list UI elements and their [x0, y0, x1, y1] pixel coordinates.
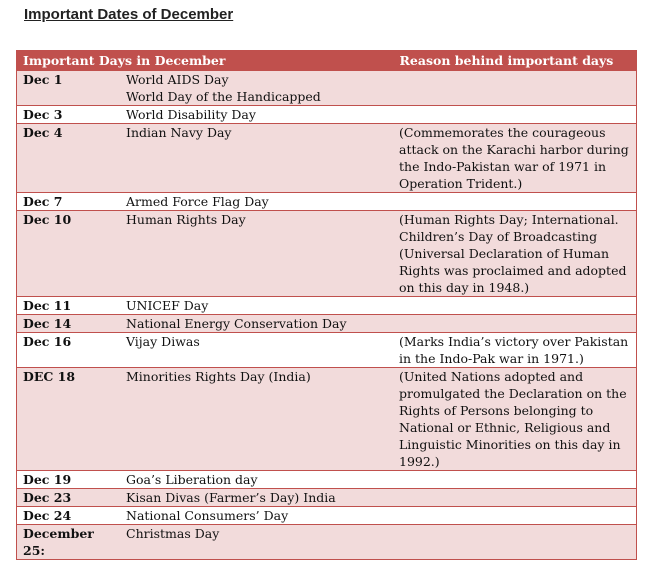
reason-line: promulgated the Declaration on the	[399, 386, 627, 401]
day-name-line: National Energy Conservation Day	[126, 316, 347, 331]
table-row	[17, 368, 637, 471]
day-name-cell	[120, 211, 393, 297]
date-cell: Dec 11	[17, 297, 121, 315]
date-cell: Dec 16	[17, 333, 121, 368]
reason-line: the Indo-Pakistan war of 1971 in	[399, 159, 607, 174]
december-dates-table	[16, 50, 637, 560]
reason-line: (Universal Declaration of Human	[399, 246, 610, 261]
reason-cell	[393, 297, 637, 315]
day-name-line: Goa’s Liberation day	[126, 472, 258, 487]
reason-line: attack on the Karachi harbor during	[399, 142, 629, 157]
header-reason: Reason behind important days	[393, 51, 637, 71]
reason-line: Rights was proclaimed and adopted	[399, 263, 627, 278]
day-name-cell	[120, 471, 393, 489]
day-name-line: Human Rights Day	[126, 212, 246, 227]
reason-cell	[393, 507, 637, 525]
table-row	[17, 297, 637, 315]
table-row	[17, 193, 637, 211]
day-name-cell	[120, 106, 393, 124]
table-row	[17, 124, 637, 193]
day-name-line: World Disability Day	[126, 107, 256, 122]
table-row	[17, 471, 637, 489]
table-row	[17, 315, 637, 333]
day-name-cell	[120, 315, 393, 333]
reason-line: (Human Rights Day; International.	[399, 212, 619, 227]
reason-cell	[393, 525, 637, 560]
table-row	[17, 333, 637, 368]
day-name-cell	[120, 489, 393, 507]
day-name-line: Indian Navy Day	[126, 125, 232, 140]
day-name-line: Kisan Divas (Farmer’s Day) India	[126, 490, 336, 505]
date-cell: DEC 18	[17, 368, 121, 471]
table-row	[17, 489, 637, 507]
date-cell: Dec 3	[17, 106, 121, 124]
reason-cell	[393, 71, 637, 106]
reason-cell	[393, 333, 637, 368]
date-cell: Dec 4	[17, 124, 121, 193]
day-name-cell	[120, 71, 393, 106]
day-name-line: Christmas Day	[126, 526, 220, 541]
reason-line: on this day in 1948.)	[399, 280, 530, 295]
reason-line: Children’s Day of Broadcasting	[399, 229, 598, 244]
day-name-line: UNICEF Day	[126, 298, 209, 313]
reason-cell	[393, 489, 637, 507]
day-name-line: Minorities Rights Day (India)	[126, 369, 311, 384]
date-cell: Dec 19	[17, 471, 121, 489]
reason-cell	[393, 315, 637, 333]
date-cell: Dec 23	[17, 489, 121, 507]
table-row	[17, 211, 637, 297]
reason-cell	[393, 124, 637, 193]
day-name-line: Vijay Diwas	[126, 334, 200, 349]
day-name-line: World Day of the Handicapped	[126, 89, 321, 104]
date-cell: December 25:	[17, 525, 121, 560]
reason-line: (Marks India’s victory over Pakistan	[399, 334, 629, 349]
reason-line: (United Nations adopted and	[399, 369, 584, 384]
reason-cell	[393, 106, 637, 124]
table-row	[17, 71, 637, 106]
date-cell: Dec 10	[17, 211, 121, 297]
date-cell: Dec 7	[17, 193, 121, 211]
table-row	[17, 525, 637, 560]
day-name-line: World AIDS Day	[126, 72, 229, 87]
reason-cell	[393, 211, 637, 297]
day-name-cell	[120, 193, 393, 211]
reason-line: National or Ethnic, Religious and	[399, 420, 611, 435]
reason-line: Rights of Persons belonging to	[399, 403, 594, 418]
day-name-line: Armed Force Flag Day	[126, 194, 269, 209]
table-header-row	[17, 51, 637, 71]
table-body	[17, 71, 637, 560]
reason-line: (Commemorates the courageous	[399, 125, 606, 140]
header-important-days: Important Days in December	[17, 51, 394, 71]
page-title: Important Dates of December	[24, 6, 234, 23]
day-name-line: National Consumers’ Day	[126, 508, 289, 523]
day-name-cell	[120, 124, 393, 193]
day-name-cell	[120, 507, 393, 525]
reason-line: in the Indo-Pak war in 1971.)	[399, 351, 584, 366]
table-row	[17, 106, 637, 124]
table-row	[17, 507, 637, 525]
date-cell: Dec 1	[17, 71, 121, 106]
date-cell: Dec 24	[17, 507, 121, 525]
day-name-cell	[120, 368, 393, 471]
reason-cell	[393, 368, 637, 471]
date-cell: Dec 14	[17, 315, 121, 333]
day-name-cell	[120, 333, 393, 368]
day-name-cell	[120, 525, 393, 560]
reason-cell	[393, 193, 637, 211]
reason-cell	[393, 471, 637, 489]
reason-line: Operation Trident.)	[399, 176, 523, 191]
day-name-cell	[120, 297, 393, 315]
reason-line: Linguistic Minorities on this day in	[399, 437, 621, 452]
reason-line: 1992.)	[399, 454, 440, 469]
